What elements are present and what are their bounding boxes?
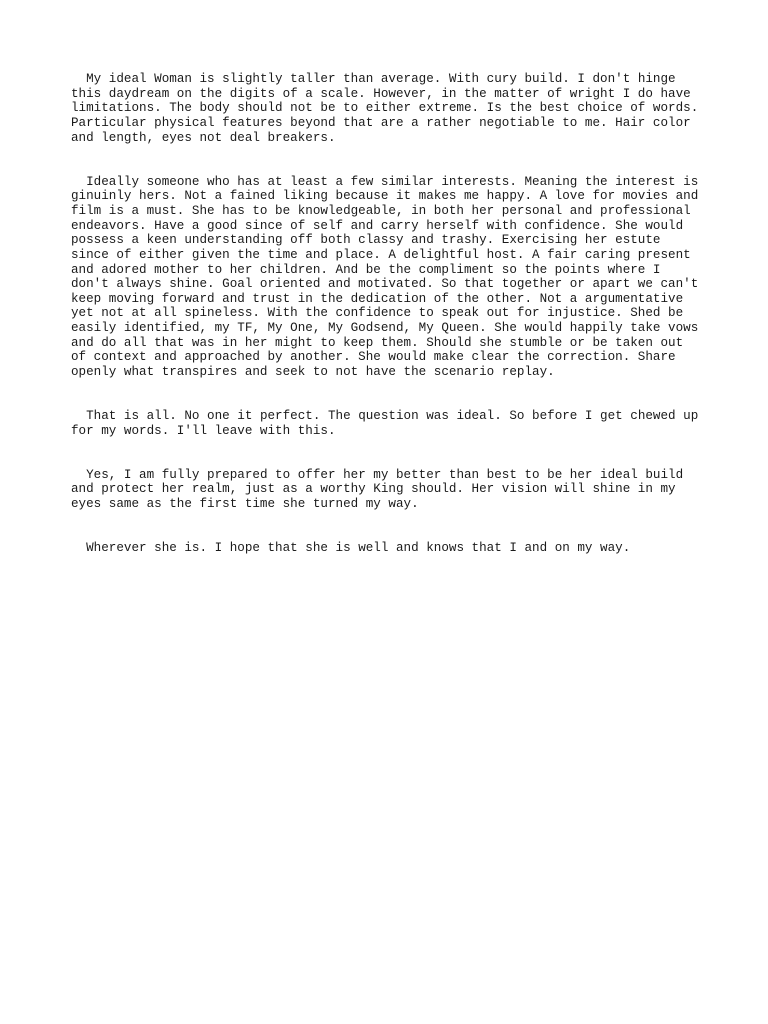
paragraph-line: ginuinly hers. Not a fained liking because it makes me happy. A love for movies and [71,189,699,204]
paragraph-line: yet not at all spineless. With the confidence to speak out for injustice. Shed be [71,306,684,321]
paragraph-line: don't always shine. Goal oriented and motivated. So that together or apart we can't [71,277,699,292]
paragraph-wherever [71,541,711,556]
paragraph-line: easily identified, my TF, My One, My Godsend, My Queen. She would happily take vows [71,321,699,336]
paragraph-line: and protect her realm, just as a worthy King should. Her vision will shine in my [71,482,676,497]
paragraph-spacer [71,145,711,174]
paragraph-line: limitations. The body should not be to either extreme. Is the best choice of words. [71,101,699,116]
paragraph-line: eyes same as the first time she turned my way. [71,496,419,511]
paragraph-line: since of either given the time and place. A delightful host. A fair caring present [71,247,691,262]
paragraph-line: Wherever she is. I hope that she is well and knows that I and on my way. [71,540,631,555]
paragraph-spacer [71,438,711,467]
paragraph-line: this daydream on the digits of a scale. However, in the matter of wright I do have [71,86,691,101]
paragraph-line: and length, eyes not deal breakers. [71,130,336,145]
paragraph-line: That is all. No one it perfect. The question was ideal. So before I get chewed up [71,409,699,424]
paragraph-line: for my words. I'll leave with this. [71,423,336,438]
paragraph-line: My ideal Woman is slightly taller than average. With cury build. I don't hinge [71,72,676,86]
paragraph-line: openly what transpires and seek to not have the scenario replay. [71,365,555,380]
paragraph-line: Particular physical features beyond that are a rather negotiable to me. Hair color [71,115,691,130]
paragraph-spacer [71,380,711,409]
paragraph-line: Ideally someone who has at least a few similar interests. Meaning the interest is [71,174,699,189]
paragraph-line: and adored mother to her children. And be the compliment so the points where I [71,262,661,277]
paragraph-line: film is a must. She has to be knowledgeable, in both her personal and professional [71,203,691,218]
paragraph-that-is-all [71,409,711,438]
paragraph-prepared [71,468,711,512]
paragraph-line: keep moving forward and trust in the dedication of the other. Not a argumentative [71,291,684,306]
paragraph-spacer [71,512,711,541]
paragraph-line: of context and approached by another. She would make clear the correction. Share [71,350,676,365]
paragraph-interests [71,175,711,380]
document-page [71,72,711,556]
paragraph-ideal-woman [71,72,711,145]
paragraph-line: endeavors. Have a good since of self and carry herself with confidence. She would [71,218,684,233]
paragraph-line: and do all that was in her might to keep them. Should she stumble or be taken out [71,335,684,350]
paragraph-line: Yes, I am fully prepared to offer her my better than best to be her ideal build [71,467,684,482]
paragraph-line: possess a keen understanding off both classy and trashy. Exercising her estute [71,233,661,248]
